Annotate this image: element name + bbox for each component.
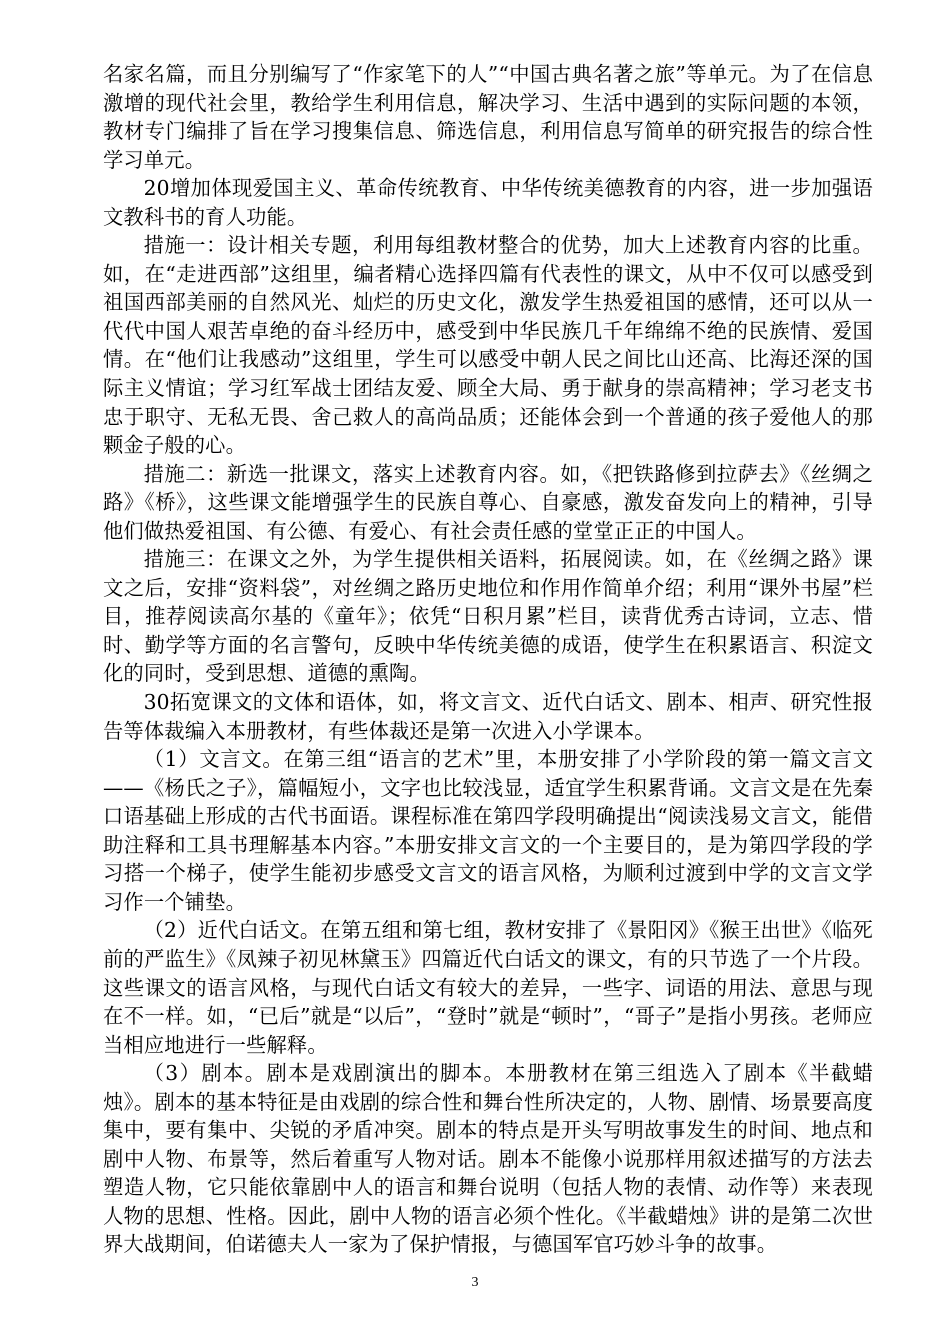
- paragraph-measure-3: 措施三：在课文之外，为学生提供相关语料，拓展阅读。如，在《丝绸之路》课文之后，安排“资料袋”，对丝绸之路历史地位和作用作简单介绍；利用“课外书屋”栏目，推荐阅读高尔基的《童年》；依凭“日积月累”栏目，读背优秀古诗词，立志、惜时、勤学等方面的名言警句，反映中华传统美德的成语，使学生在积累语言、积淀文化的同时，受到思想、道德的熏陶。: [103, 547, 873, 686]
- paragraph-point-2: 20增加体现爱国主义、革命传统教育、中华传统美德教育的内容，进一步加强语文教科书的育人功能。: [103, 176, 873, 229]
- paragraph-drama-script: （3）剧本。剧本是戏剧演出的脚本。本册教材在第三组选入了剧本《半截蜡烛》。剧本的基本特征是由戏剧的综合性和舞台性所决定的，人物、剧情、场景要高度集中，要有集中、尖锐的矛盾冲突。剧本的特点是开头写明故事发生的时间、地点和剧中人物、布景等，然后着重写人物对话。剧本不能像小说那样用叙述描写的方法去塑造人物，它只能依靠剧中人的语言和舞台说明（包括人物的表情、动作等）来表现人物的思想、性格。因此，剧中人物的语言必须个性化。《半截蜡烛》讲的是第二次世界大战期间，伯诺德夫人一家为了保护情报，与德国军官巧妙斗争的故事。: [103, 1061, 873, 1257]
- paragraph-classical-chinese: （1）文言文。在第三组“语言的艺术”里，本册安排了小学阶段的第一篇文言文——《杨氏之子》，篇幅短小，文字也比较浅显，适宜学生积累背诵。文言文是在先秦口语基础上形成的古代书面语。课程标准在第四学段明确提出“阅读浅易文言文，能借助注释和工具书理解基本内容。”本册安排文言文的一个主要目的，是为第四学段的学习搭一个梯子，使学生能初步感受文言文的语言风格，为顺利过渡到中学的文言文学习作一个铺垫。: [103, 747, 873, 914]
- paragraph-measure-2: 措施二：新选一批课文，落实上述教育内容。如，《把铁路修到拉萨去》《丝绸之路》《桥》，这些课文能增强学生的民族自尊心、自豪感，激发奋发向上的精神，引导他们做热爱祖国、有公德、有爱心、有社会责任感的堂堂正正的中国人。: [103, 461, 873, 543]
- paragraph-measure-1: 措施一：设计相关专题，利用每组教材整合的优势，加大上述教育内容的比重。如，在“走进西部”这组里，编者精心选择四篇有代表性的课文，从中不仅可以感受到祖国西部美丽的自然风光、灿烂的历史文化，激发学生热爱祖国的感情，还可以从一代代中国人艰苦卓绝的奋斗经历中，感受到中华民族几千年绵绵不绝的民族情、爱国情。在“他们让我感动”这组里，学生可以感受中朝人民之间比山还高、比海还深的国际主义情谊；学习红军战士团结友爱、顾全大局、勇于献身的崇高精神；学习老支书忠于职守、无私无畏、舍己救人的高尚品质；还能体会到一个普通的孩子爱他人的那颗金子般的心。: [103, 233, 873, 458]
- paragraph-point-3: 30拓宽课文的文体和语体，如，将文言文、近代白话文、剧本、相声、研究性报告等体裁编入本册教材，有些体裁还是第一次进入小学课本。: [103, 690, 873, 743]
- page-number: 3: [471, 1275, 479, 1290]
- paragraph-continued: 名家名篇，而且分别编写了“作家笔下的人”“中国古典名著之旅”等单元。为了在信息激增的现代社会里，教给学生利用信息，解决学习、生活中遇到的实际问题的本领，教材专门编排了旨在学习搜集信息、筛选信息，利用信息写简单的研究报告的综合性学习单元。: [103, 62, 873, 172]
- paragraph-vernacular-chinese: （2）近代白话文。在第五组和第七组，教材安排了《景阳冈》《猴王出世》《临死前的严监生》《凤辣子初见林黛玉》四篇近代白话文的课文，有的只节选了一个片段。这些课文的语言风格，与现代白话文有较大的差异，一些字、词语的用法、意思与现在不一样。如，“已后”就是“以后”，“登时”就是“顿时”，“哥子”是指小男孩。老师应当相应地进行一些解释。: [103, 918, 873, 1057]
- document-body: [103, 60, 873, 1259]
